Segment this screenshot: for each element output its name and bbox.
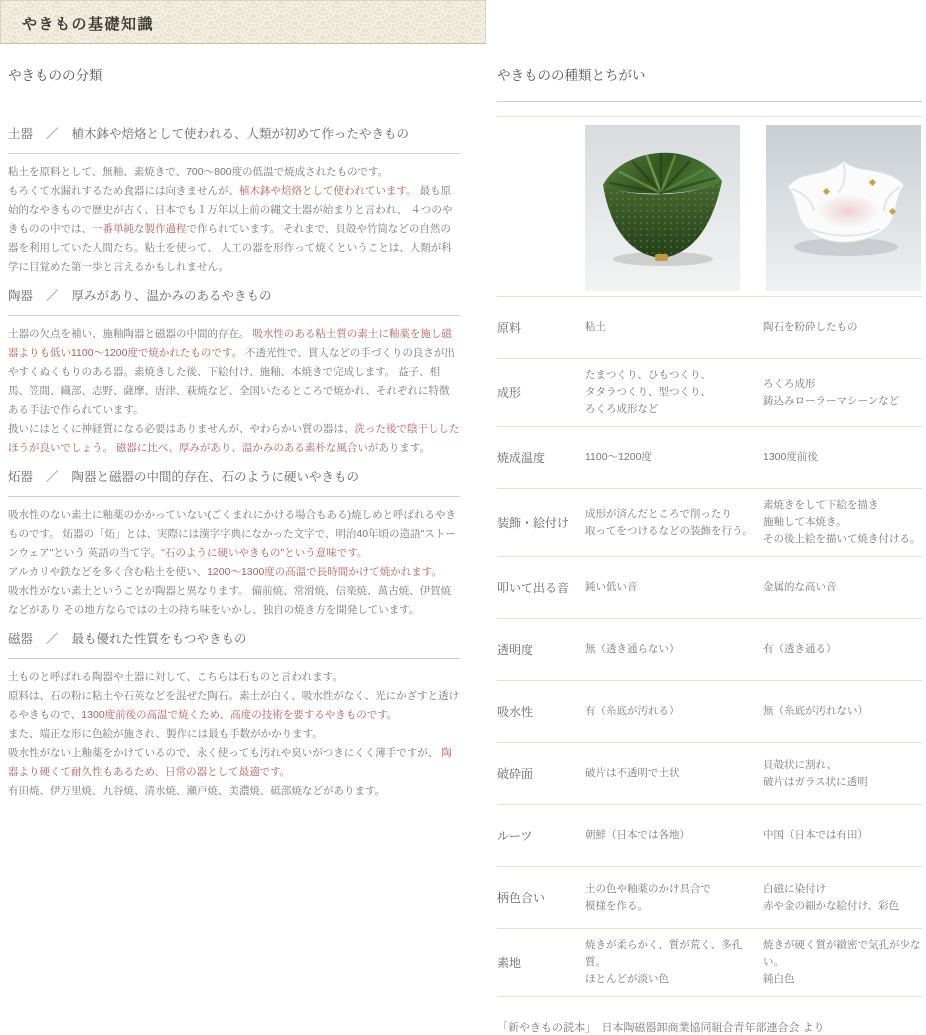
- pottery-value: たまつくり、ひもつくり、 タタラつくり、型つくり、 ろくろ成形など: [585, 369, 711, 415]
- row-label: ルーツ: [497, 829, 533, 843]
- porcelain-value: 陶石を粉砕したもの: [763, 321, 858, 333]
- comparison-column: [497, 56, 922, 1035]
- heading-divider: [497, 101, 922, 102]
- classification-sections: [8, 124, 460, 801]
- comparison-row-叩いて出る音: [497, 557, 922, 619]
- pottery-value: 土の色や釉薬のかけ具合で 模様を作る。: [585, 882, 711, 912]
- row-label: 原料: [497, 321, 522, 335]
- section-heading: 土器 ／ 植木鉢や焙烙として使われる、人類が初めて作ったやきもの: [8, 127, 410, 141]
- section-body: 吸水性のない素土に釉薬のかかっていない(ごくまれにかける場合もある)焼しめと呼ばれるやきものです。 炻器の「炻」とは、実際には漢字字典になかった文字で、明治40年頃の造語"ストーンウェア"という 英語の当て字。"石のように硬いやきもの"という意味です。 アルカリや鉄などを多く含む粘土を使い、1200〜1300度の高温で長時間かけて焼かれます。 吸水性がない素土ということが陶器と異なります。 備前焼、常滑焼、信楽焼、萬古焼、伊賀焼などがあり その地方ならではの土の持ち味をいかし、独自の焼き方を開発しています。: [8, 509, 456, 616]
- pottery-value: 1100〜1200度: [585, 451, 652, 463]
- comparison-row-透明度: [497, 619, 922, 681]
- row-label: 焼成温度: [497, 451, 546, 465]
- porcelain-value: 有（透き通る）: [763, 643, 837, 655]
- section-body: 土器の欠点を補い、施釉陶器と磁器の中間的存在。 吸水性のある粘土質の素土に釉薬を施し磁器よりも低い1100〜1200度で焼かれたものです。 不透光性で、貫入などの手づくりの良さが出やすくぬくもりのある器。素焼きした後、下絵付け、施釉、本焼きで完成します。 益子、相馬、笠間、織部、志野、薩摩、唐津、萩焼など、全国いたるところで焼かれ、それぞれに特徴ある手法で作られています。 扱いにはとくに神経質になる必要はありませんが、やわらかい質の器は、洗った後で陰干ししたほうが良いでしょう。 磁器に比べ、厚みがあり、温かみのある素朴な風合いがあります。: [8, 328, 460, 454]
- section-heading: 炻器 ／ 陶器と磁器の中間的存在、石のように硬いやきもの: [8, 470, 360, 484]
- classification-column: [8, 56, 460, 801]
- section-divider: [8, 153, 460, 154]
- porcelain-value: 無（糸底が汚れない）: [763, 705, 868, 717]
- page-header: [0, 0, 486, 44]
- comparison-row-ルーツ: [497, 805, 922, 867]
- section-heading: 陶器 ／ 厚みがあり、温かみのあるやきもの: [8, 289, 272, 303]
- photo-row: [585, 125, 922, 291]
- porcelain-value: 焼きが硬く質が緻密で気孔が少ない。 純白色: [763, 939, 921, 985]
- table-top-divider: [497, 116, 922, 117]
- section-陶器: [8, 286, 460, 458]
- section-divider: [8, 658, 460, 659]
- right-column-heading: やきものの種類とちがい: [497, 68, 646, 83]
- comparison-row-焼成温度: [497, 427, 922, 489]
- porcelain-value: 1300度前後: [763, 451, 818, 463]
- comparison-table: [497, 296, 922, 997]
- section-body: 土ものと呼ばれる陶器や土器に対して、こちらは石ものと言われます。 原料は、石の粉に粘土や石英などを混ぜた陶石。素土が白く、吸水性がなく、光にかざすと透けるやきもので、1300度前後の高温で焼くため、高度の技術を要するやきものです。 また、端正な形に色絵が施され、製作には最も手数がかかります。 吸水性がない上釉薬をかけているので、永く使っても汚れや臭いがつきにくく薄手ですが、 陶器より硬くて耐久性もあるため、日常の器として最適です。 有田焼、伊万里焼、九谷焼、清水焼、瀬戸焼、美濃焼、砥部焼などがあります。: [8, 671, 460, 797]
- pottery-value: 朝鮮（日本では各地）: [585, 829, 690, 841]
- section-divider: [8, 496, 460, 497]
- section-土器: [8, 124, 460, 277]
- section-磁器: [8, 629, 460, 801]
- row-label: 装飾・絵付け: [497, 516, 570, 530]
- pottery-value: 鈍い低い音: [585, 581, 638, 593]
- row-label: 成形: [497, 386, 522, 400]
- comparison-row-素地: [497, 929, 922, 997]
- row-label: 吸水性: [497, 705, 534, 719]
- comparison-row-吸水性: [497, 681, 922, 743]
- pottery-value: 有（糸底が汚れる）: [585, 705, 680, 717]
- comparison-row-装飾・絵付け: [497, 489, 922, 557]
- section-heading: 磁器 ／ 最も優れた性質をもつやきもの: [8, 632, 247, 646]
- porcelain-value: ろくろ成形 鋳込みローラーマシーンなど: [763, 377, 900, 407]
- row-label: 素地: [497, 956, 522, 970]
- porcelain-value: 金属的な高い音: [763, 581, 837, 593]
- pottery-value: 成形が済んだところで削ったり 取ってをつけるなどの装飾を行う。: [585, 507, 753, 537]
- row-label: 破砕面: [497, 767, 534, 781]
- row-label: 柄色合い: [497, 891, 546, 905]
- section-body: 粘土を原料として、無釉、素焼きで、700〜800度の低温で焼成されたものです。 もろくて水漏れするため食器には向きませんが、植木鉢や焙烙として使われています。 最も原始的なやきもので歴史が古く、日本でも１万年以上前の縄文土器が始まりと言われ、 ４つのやきものの中では、一番単純な製作過程で作られています。 それまで、貝殻や竹筒などの自然の器を利用していた人間たち。粘土を使って、 人工の器を形作って焼くということは、人類が科学に目覚めた第一歩と言えるかもしれません。: [8, 166, 453, 273]
- source-citation: 「新やきもの読本」 日本陶磁器卸商業協同組合青年部連合会 より: [497, 1022, 825, 1034]
- section-炻器: [8, 467, 460, 620]
- porcelain-photo-white-dish: [766, 125, 921, 291]
- page-title: やきもの基礎知識: [22, 17, 155, 33]
- porcelain-value: 白磁に染付け 赤や金の細かな絵付け、彩色: [763, 882, 900, 912]
- porcelain-value: 中国（日本では有田）: [763, 829, 868, 841]
- pottery-value: 無（透き通らない）: [585, 643, 680, 655]
- porcelain-value: 貝殻状に割れ、 破片はガラス状に透明: [763, 758, 868, 788]
- pottery-value: 破片は不透明で土状: [585, 767, 680, 779]
- comparison-row-成形: [497, 359, 922, 427]
- pottery-value: 焼きが柔らかく、質が荒く、多孔質。 ほとんどが淡い色: [585, 939, 743, 985]
- row-label: 叩いて出る音: [497, 581, 570, 595]
- porcelain-value: 素焼きをして下絵を描き 施釉して本焼き。 その後上絵を描いて焼き付ける。: [763, 499, 921, 545]
- pottery-photo-green-bowl: [585, 125, 740, 291]
- left-column-heading: やきものの分類: [8, 68, 103, 83]
- pottery-value: 粘土: [585, 321, 606, 333]
- comparison-row-破砕面: [497, 743, 922, 805]
- comparison-row-柄色合い: [497, 867, 922, 929]
- section-divider: [8, 315, 460, 316]
- comparison-row-原料: [497, 297, 922, 359]
- row-label: 透明度: [497, 643, 534, 657]
